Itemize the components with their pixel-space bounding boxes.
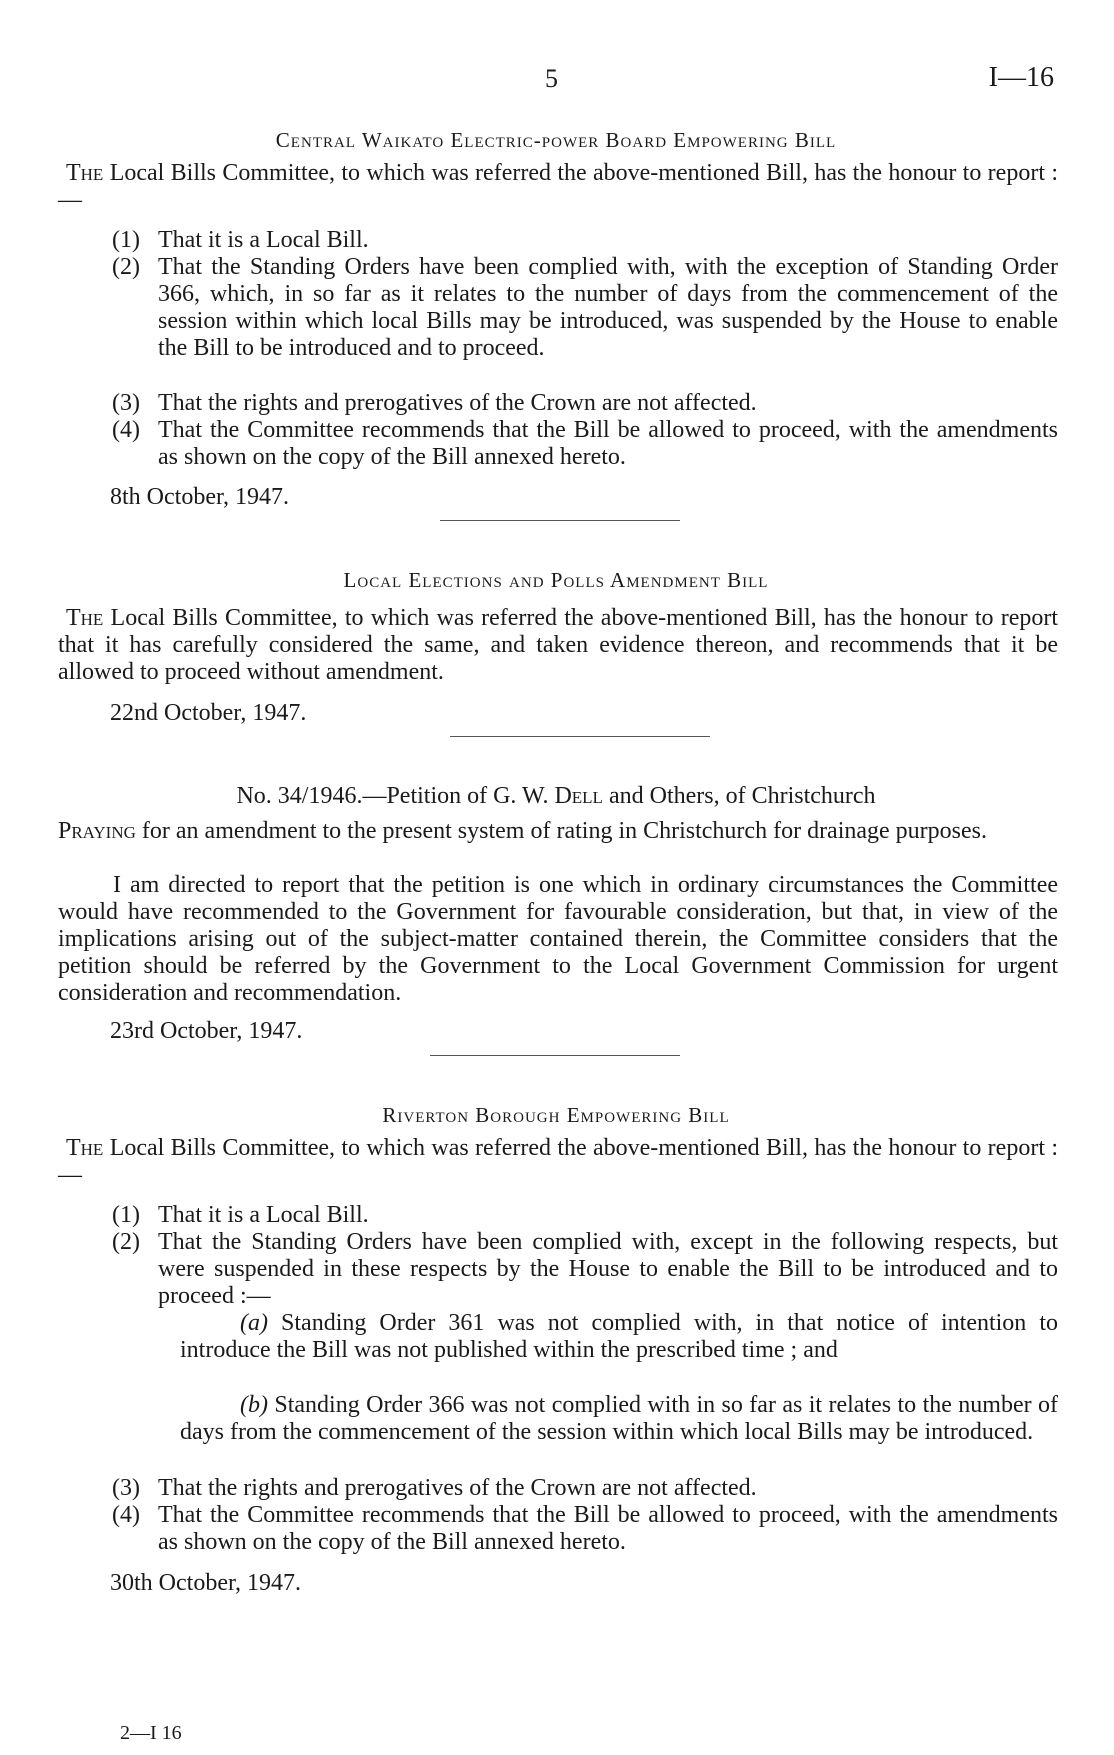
section4-item-4: (4) That the Committee recommends that the Bill be allowed to proceed, with the amendments as shown on the copy of the Bill annexed hereto. [112,1502,1058,1555]
section3-intro-text: for an amendment to the present system of rating in Christchurch for drainage purposes. [141,818,988,844]
page-reference: I—16 [988,62,1054,93]
section4-item-2: (2) That the Standing Orders have been complied with, except in the following respects, but were suspended in these respects by the House to enable the Bill to be introduced and to proceed :— [112,1229,1058,1309]
signature-mark: 2—I 16 [120,1722,182,1744]
petitioner-name: Dell [554,783,603,809]
page-number: 5 [545,64,558,93]
section-divider [430,1055,680,1056]
section1-item-2: (2) That the Standing Orders have been complied with, with the exception of Standing Order 366, which, in so far as it relates to the number of days from the commencement of the session within which local Bills may be introduced, was suspended by the House to enable the Bill to be introduced and to proceed. [112,254,1058,361]
section2-intro-text: Local Bills Committee, to which was referred the above-mentioned Bill, has the honour to report that it has carefully considered the same, and taken evidence thereon, and recommends that it be allowed to proceed without amendment. [58,605,1059,685]
section3-body: I am directed to report that the petition is one which in ordinary circumstances the Committee would have recommended to the Government for favourable consideration, but that, in view of the implications arising out of the subject-matter contained therein, the Committee considers that the petition should be referred by the Government to the Local Government Commission for urgent consideration and recommendation. [58,872,1058,1006]
section4-intro-lead: The [66,1135,104,1161]
section1-item-4: (4) That the Committee recommends that the Bill be allowed to proceed, with the amendments as shown on the copy of the Bill annexed hereto. [112,417,1058,470]
section2-title: Local Elections and Polls Amendment Bill [343,568,769,592]
section-divider [440,520,680,521]
section-divider [450,736,710,737]
section4-title: Riverton Borough Empowering Bill [382,1103,730,1127]
section1-intro [58,160,1058,214]
section4-date: 30th October, 1947. [110,1570,302,1596]
section1-intro-text: Local Bills Committee, to which was referred the above-mentioned Bill, has the honour to report :— [58,160,1059,213]
section2-intro-lead: The [66,605,104,631]
section3-intro-lead: Praying [58,818,136,844]
section2-date: 22nd October, 1947. [110,700,307,726]
section4-intro-text: Local Bills Committee, to which was referred the above-mentioned Bill, has the honour to report :— [58,1135,1059,1188]
section3-title: No. 34/1946.—Petition of G. W. Dell and Others, of Christchurch [236,783,876,809]
section3-intro [58,818,1058,845]
section4-subitem-a: (a) Standing Order 361 was not complied with, in that notice of intention to introduce the Bill was not published within the prescribed time ; and [180,1310,1059,1363]
section1-date: 8th October, 1947. [110,484,290,510]
section4-item-1: (1) That it is a Local Bill. [112,1202,369,1228]
section4-subitem-b: (b) Standing Order 366 was not complied with in so far as it relates to the number of days from the commencement of the session within which local Bills may be introduced. [180,1392,1058,1445]
section1-title: Central Waikato Electric-power Board Empowering Bill [275,128,837,152]
section2-intro [58,605,1058,686]
section1-item-3: (3) That the rights and prerogatives of the Crown are not affected. [112,390,757,416]
section4-item-3: (3) That the rights and prerogatives of the Crown are not affected. [112,1475,757,1501]
section3-date: 23rd October, 1947. [110,1018,303,1044]
section1-intro-lead: The [66,160,104,186]
section4-intro [58,1135,1058,1189]
section1-item-1: (1) That it is a Local Bill. [112,227,369,253]
